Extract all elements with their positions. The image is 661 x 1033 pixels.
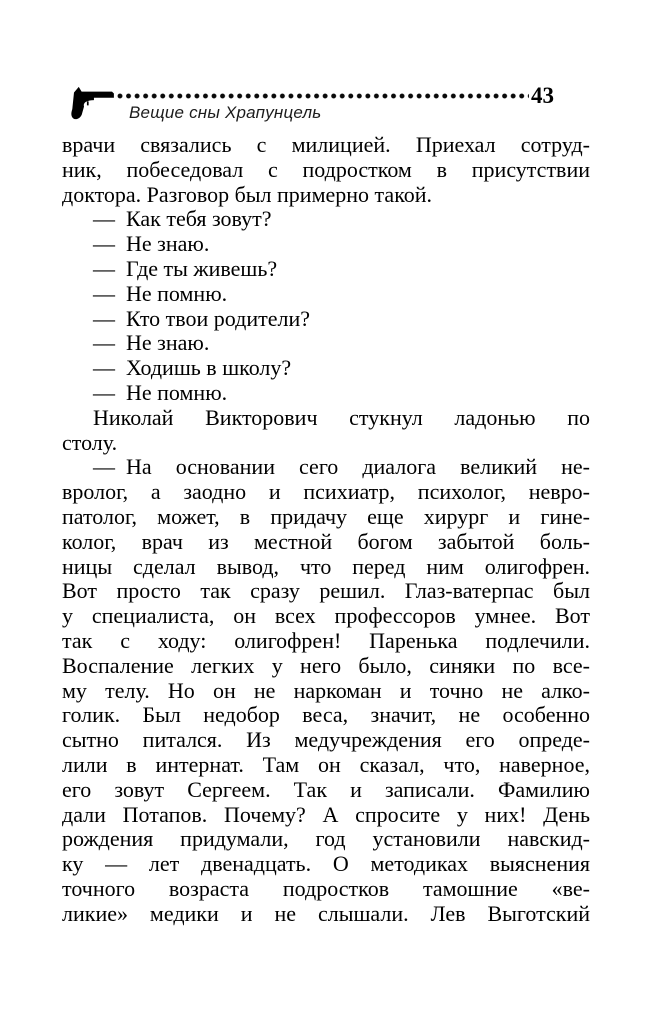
- text-line: — Где ты живешь?: [93, 255, 278, 281]
- text-line: вролог, а заодно и психиатр, психолог, невро-: [62, 479, 590, 505]
- text-line: так с ходу: олигофрен! Паренька подлечили.: [62, 627, 590, 653]
- page-number: 43: [531, 83, 554, 108]
- text-line: дали Потапов. Почему? А спросите у них! День: [62, 801, 590, 827]
- dotted-separator: [117, 92, 529, 100]
- text-line: — Не помню.: [93, 379, 228, 405]
- text-line: — Не знаю.: [93, 231, 210, 257]
- text-line: Вот просто так сразу решил. Глаз-ватерпас был: [62, 578, 590, 604]
- text-line: — Ходишь в школу?: [93, 355, 292, 381]
- text-line: патолог, может, в придачу еще хирург и гине-: [62, 503, 590, 529]
- text-line: ку — лет двенадцать. О методиках выяснения: [62, 851, 590, 877]
- text-line: рождения придумали, год установили навскид-: [62, 826, 590, 852]
- text-line: врачи связались с милицией. Приехал сотруд-: [62, 132, 590, 157]
- text-line: — Не помню.: [93, 280, 228, 306]
- text-line: — Как тебя зовут?: [93, 206, 272, 232]
- text-line: точного возраста подростков тамошние «ве-: [62, 875, 590, 901]
- text-column: [62, 133, 590, 927]
- gun-icon: [70, 84, 116, 122]
- text-line: Николай Викторович стукнул ладонью по: [93, 404, 590, 430]
- text-line: его зовут Сергеем. Так и записали. Фамилию: [62, 776, 590, 802]
- text-line: доктора. Разговор был примерно такой.: [62, 181, 433, 207]
- text-line: колог, врач из местной богом забытой боль-: [62, 528, 590, 554]
- text-line: ликие» медики и не слышали. Лев Выготский: [62, 900, 590, 926]
- text-line: ницы сделал вывод, что перед ним олигофрен.: [62, 553, 590, 579]
- text-line: — Кто твои родители?: [93, 305, 311, 331]
- text-line: у специалиста, он всех профессоров умнее. Вот: [62, 603, 590, 629]
- text-line: сытно питался. Из медучреждения его опреде-: [62, 727, 590, 753]
- text-line: столу.: [62, 429, 118, 455]
- text-line: лили в интернат. Там он сказал, что, наверное,: [62, 751, 590, 777]
- text-line: — Не знаю.: [93, 330, 210, 356]
- text-line: голик. Был недобор веса, значит, не особенно: [62, 702, 590, 728]
- running-title: Вещие сны Храпунцель: [129, 103, 322, 122]
- text-line: Воспаление легких у него было, синяки по все-: [62, 652, 590, 678]
- text-line: ник, побеседовал с подростком в присутствии: [62, 156, 590, 182]
- text-line: му телу. Но он не наркоман и точно не алко-: [62, 677, 590, 703]
- text-line: — На основании сего диалога великий не-: [93, 454, 590, 480]
